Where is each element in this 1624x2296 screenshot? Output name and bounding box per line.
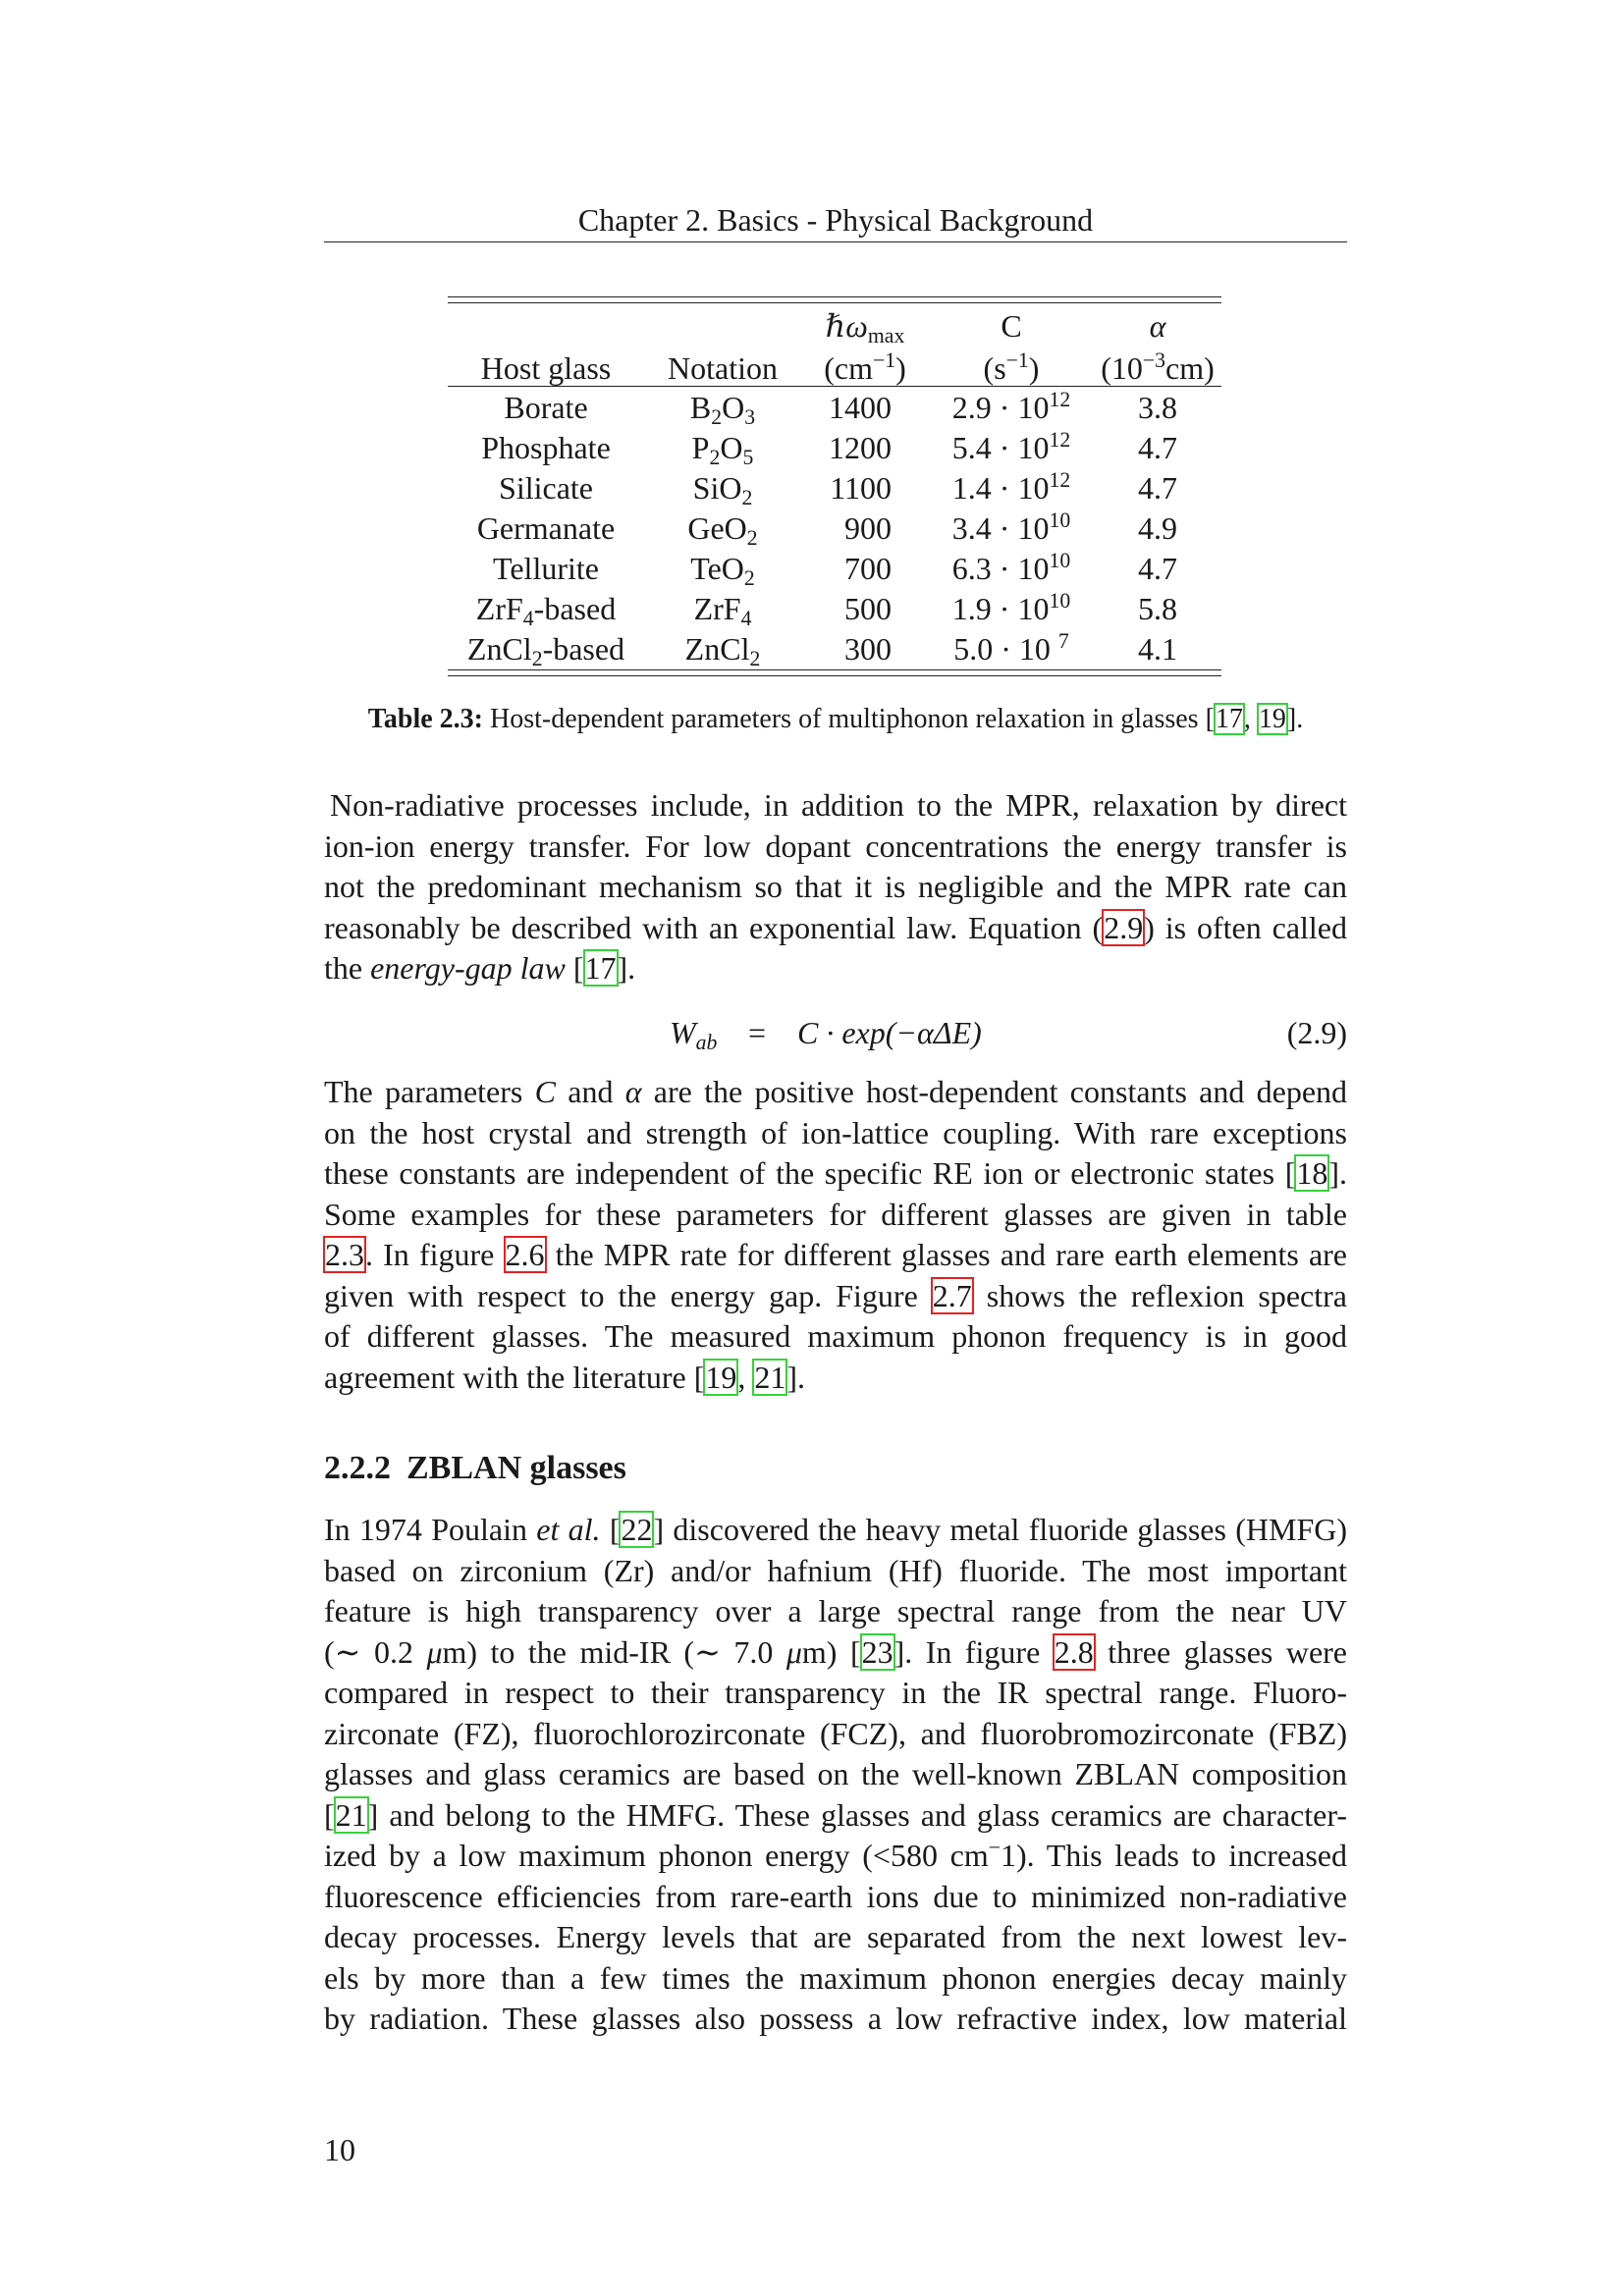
phonon-cell: 1200 [829,430,892,465]
table-bottom-rule-1 [448,669,1221,670]
c-cell: $1.4 \cdot 10^{12}$ [951,468,1071,506]
notation-cell: ZrF$_4$ [693,591,752,631]
citation-link[interactable]: 22 [621,1512,653,1547]
header-phonon-unit: $(cm^{-1})$ [824,347,906,386]
section-title-text: ZBLAN glasses [406,1450,626,1486]
paragraph-zblan: In 1974 Poulain et al. [22] discovered the heavy metal fluoride glasses (HMFG) based on zirconium (Zr) and/or hafnium (Hf) fluoride. The most important feature is high transparency over a large spectral range from the near UV (∼ 0.2 μm) to the mid-IR (∼ 7.0 μm) [23]. In figure 2.8 three glasses were compared in respect to their transparency in the IR spectral range. Fluoro- zirconate (FZ), fluorochlorozirconate (FCZ), and fluorobromozirconate (FBZ) glasses and glass ceramics are based on the well-known ZBLAN composition [21] and belong to the HMFG. These glasses and glass ceramics are character- ized by a low maximum phonon energy (<580 cm−1). This leads to increased fluorescence efficiencies from rare-earth ions due to minimized non-radiative decay processes. Energy levels that are separated from the next lowest lev- els by more than a few times the maximum phonon energies decay mainly by radiation. These glasses also possess a low refractive index, low material [324,1512,1348,2036]
table-header-row-2 [448,347,1221,388]
header-host-glass: Host glass [480,349,612,386]
equation-2-9 [324,1011,1347,1054]
header-empty-2 [644,304,801,347]
phonon-cell: 500 [844,591,892,626]
table-caption: Table 2.3: Host-dependent parameters of multiphonon relaxation in glasses [17, 19]. [367,704,1304,734]
c-cell: $6.3 \cdot 10^{10}$ [951,549,1071,586]
header-alpha-unit: $(10^{-3}cm)$ [1101,347,1215,386]
alpha-cell: 4.7 [1138,430,1177,465]
host-cell: ZnCl$_2$-based [466,631,625,671]
table-row-zncl2 [448,629,1221,669]
table-link[interactable]: 2.3 [325,1237,364,1272]
table-row-borate [448,388,1221,428]
host-cell: Germanate [476,510,616,546]
host-cell: Borate [504,390,588,425]
figure-link[interactable]: 2.6 [505,1237,545,1272]
notation-cell: GeO$_2$ [687,510,758,551]
alpha-cell: 5.8 [1138,591,1177,626]
host-cell: ZrF$_4$-based [475,591,617,631]
paragraph-non-radiative: Non-radiative processes include, in addition to the MPR, relaxation by direct ion-ion energy transfer. For low dopant concentrations the energy transfer is not the predominant mechanism so that it is negligible and the MPR rate can reasonably be described with an exponential law. Equation (2.9) is often called the energy-gap law [17]. [324,787,1348,986]
notation-cell: SiO$_2$ [692,470,753,510]
header-rule [324,241,1347,242]
table-bottom-rule-2 [448,675,1221,676]
section-number: 2.2.2 [324,1450,391,1486]
table-row-phosphate [448,428,1221,468]
notation-cell: ZnCl$_2$ [684,631,761,671]
page-number: 10 [324,2132,355,2167]
host-cell: Phosphate [481,430,611,465]
alpha-cell: 4.7 [1138,470,1177,506]
host-glass-table [448,304,1221,669]
alpha-cell: 4.1 [1138,631,1177,667]
notation-cell: $B_2O_3$ [689,390,756,430]
table-row-silicate [448,468,1221,508]
phonon-cell: 1400 [829,390,892,425]
notation-cell: $P_2O_5$ [691,430,754,470]
phonon-cell: 300 [844,631,892,667]
citation-link[interactable]: 21 [335,1796,367,1833]
citation-link[interactable]: 17 [1215,704,1243,734]
equation-equals: = [748,1015,767,1050]
c-cell: $2.9 \cdot 10^{12}$ [951,388,1071,425]
c-cell: $1.9 \cdot 10^{10}$ [951,589,1071,626]
section-heading [324,1447,626,1490]
citation-link[interactable]: 23 [861,1633,893,1670]
table-row-zrf4 [448,589,1221,629]
phonon-cell: 700 [844,551,892,586]
alpha-cell: 4.7 [1138,551,1177,586]
host-cell: Tellurite [493,551,599,586]
citation-link[interactable]: 19 [705,1359,737,1395]
c-cell: $3.4 \cdot 10^{10}$ [951,508,1071,546]
figure-link[interactable]: 2.7 [932,1277,972,1313]
c-cell: $5.4 \cdot 10^{12}$ [951,428,1071,465]
c-cell: 5.0 · 10 $^7$ [953,629,1069,667]
citation-link[interactable]: 21 [754,1359,786,1395]
header-c: C [1001,308,1022,344]
table-top-rule-2 [448,302,1221,303]
figure-link[interactable]: 2.8 [1054,1633,1094,1670]
equation-rhs: C · exp(−αΔE) [797,1015,982,1050]
header-alpha: α [1149,308,1166,344]
host-cell: Silicate [499,470,593,506]
header-notation: Notation [668,349,778,386]
table-top-rule-1 [448,296,1221,297]
paragraph-parameters: The parameters C and α are the positive host-dependent constants and depend on the host crystal and strength of ion-lattice coupling. With rare exceptions these constants are independent of the specific RE ion or electronic states [18]. Some examples for these parameters for different glasses are given in table 2.3. In figure 2.6 the MPR rate for different glasses and rare earth elements are given with respect to the energy gap. Figure 2.7 shows the reflexion spectra of different glasses. The measured maximum phonon frequency is in good agreement with the literature [19, 21]. [324,1074,1348,1395]
phonon-cell: 1100 [830,470,892,506]
citation-link[interactable]: 18 [1296,1155,1328,1191]
citation-link[interactable]: 17 [584,950,617,986]
phonon-cell: 900 [844,510,892,546]
citation-link[interactable]: 19 [1258,704,1286,734]
running-header: Chapter 2. Basics - Physical Background [577,202,1094,238]
header-c-unit: $(s^{-1})$ [983,347,1040,386]
header-empty-1 [448,304,644,347]
alpha-cell: 4.9 [1138,510,1177,546]
table-row-germanate [448,508,1221,549]
header-phonon-energy: ℏω$_{max}$ [825,308,905,348]
table-row-tellurite [448,549,1221,589]
equation-number: (2.9) [1286,1015,1347,1050]
table-header-row-1 [448,304,1221,347]
alpha-cell: 3.8 [1138,390,1177,425]
notation-cell: TeO$_2$ [690,551,755,591]
equation-lhs: $W_{ab}$ [670,1015,718,1055]
equation-link[interactable]: 2.9 [1104,909,1144,945]
caption-label: Table 2.3: [367,704,483,734]
